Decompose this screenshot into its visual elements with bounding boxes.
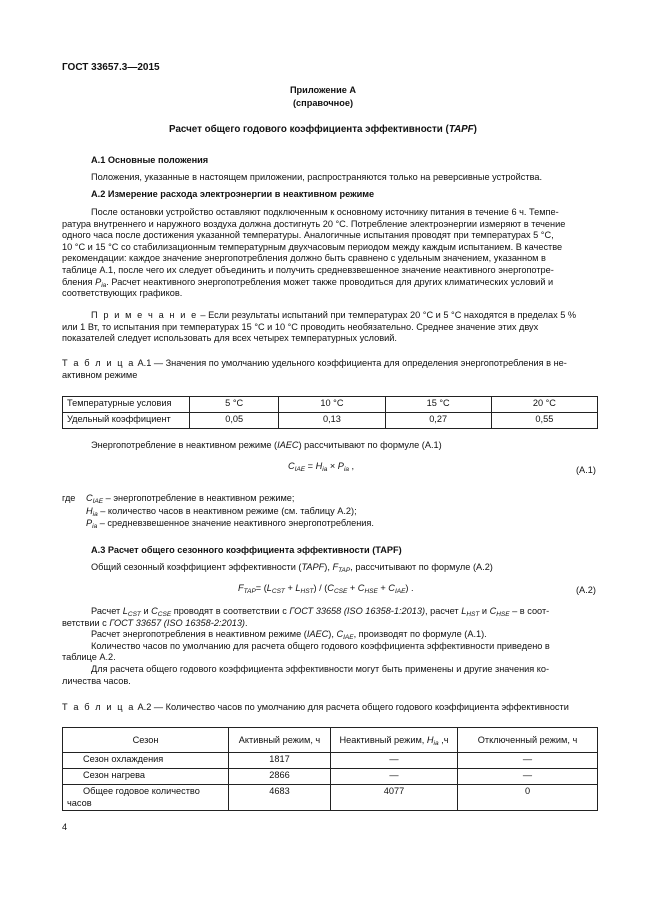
where-label: где xyxy=(62,493,76,503)
section-a3-heading: А.3 Расчет общего сезонного коэффициента эффективности (TAPF) xyxy=(91,545,402,555)
table-header-row: Сезон Активный режим, ч Неактивный режим, $H_{ia}$ ,ч Отключенный режим, ч xyxy=(63,728,598,753)
table-a2 xyxy=(62,727,598,811)
table-row: Удельный коэффициент 0,05 0,13 0,27 0,55 xyxy=(63,413,598,429)
formula-a1-legend xyxy=(86,492,374,530)
formula-a2: $F_{TAP}= (L_{CST} + L_{HST}) / (C_{CSE} + C_{HSE} + C_{IAE})$ . xyxy=(238,583,414,595)
section-a3-paragraphs: Расчет $L_{CST}$ и $C_{CSE}$ проводят в соответствии с ГОСТ 33658 (ISO 16358-1:2013), расчет $L_{HST}$ и $C_{HSE}$ – в соот- ветствии с ГОСТ 33657 (ISO 16358-2:2013). Расчет энергопотребления в неактивном режиме (IAEC), $C_{IAE}$, производят по формуле (А.1). Количество часов по умолчанию для расчета общего годового коэффициента эффективности приведено в таблице А.2. Для расчета общего годового коэффициента эффективности могут быть применены и другие значения ко- личества часов. xyxy=(62,606,550,686)
formula-a2-number: (А.2) xyxy=(576,585,596,595)
page-number: 4 xyxy=(62,822,68,832)
formula-a1-number: (А.1) xyxy=(576,465,596,475)
section-a1-heading: А.1 Основные положения xyxy=(91,155,209,165)
note-block: П р и м е ч а н и е – Если результаты испытаний при температурах 20 °С и 5 °С находятся в пределах 5 % или 1 Вт, то испытания при температурах 15 °С и 10 °С проводить необязательно. Среднее значение этих двух показателей следует использовать для всех четырех температурных условий. xyxy=(62,310,577,344)
legend-item: $H_{ia}$ – количество часов в неактивном режиме (см. таблицу А.2); xyxy=(86,505,357,518)
document-title: Расчет общего годового коэффициента эффективности (TAPF) xyxy=(169,124,477,135)
note-label: П р и м е ч а н и е xyxy=(91,310,198,320)
section-a1-text: Положения, указанные в настоящем приложении, распространяются только на реверсивные устройства. xyxy=(91,172,543,182)
table-a1 xyxy=(62,396,598,429)
legend-item: $P_{ia}$ – средневзвешенное значение неактивного энергопотребления. xyxy=(86,518,374,531)
formula-a1-intro: Энергопотребление в неактивном режиме (IAEC) рассчитывают по формуле (А.1) xyxy=(91,440,442,450)
legend-item: $C_{IAE}$ – энергопотребление в неактивном режиме; xyxy=(86,493,295,505)
table-row: Температурные условия 5 °С 10 °С 15 °С 20 °С xyxy=(63,397,598,413)
standard-header: ГОСТ 33657.3—2015 xyxy=(62,62,160,73)
section-a2-heading: А.2 Измерение расхода электроэнергии в неактивном режиме xyxy=(91,189,375,199)
table-a1-caption: Т а б л и ц а А.1 — Значения по умолчанию удельного коэффициента для определения энергопотребления в не- активном режиме xyxy=(62,358,567,380)
table-row: Общее годовое количество часов 4683 4077 0 xyxy=(63,785,598,811)
table-row: Сезон нагрева 2866 — — xyxy=(63,769,598,785)
table-a2-caption: Т а б л и ц а А.2 — Количество часов по умолчанию для расчета общего годового коэффициента эффективности xyxy=(62,702,569,712)
appendix-title: Приложение А xyxy=(289,85,357,95)
table-row: Сезон охлаждения 1817 — — xyxy=(63,753,598,769)
section-a3-intro: Общий сезонный коэффициент эффективности (TAPF), $F_{TAP}$, рассчитывают по формуле (А.2) xyxy=(91,562,493,574)
appendix-type: (справочное) xyxy=(292,98,353,108)
section-a2-paragraph: После остановки устройство оставляют подключенным к основному источнику питания в течение 6 ч. Темпе- ратура внутреннего и наружного воздуха должна достигнуть 20 °С. Потребление электроэнергии измеряют в течение одного часа после достижения указанной температуры. Аналогичные испытания проводят при температурах 5 °С, 10 °С и 15 °С со стабилизационным температурным двухчасовым периодом между каждым испытанием. В качестве рекомендации: каждое значение энергопотребления должно быть сравнено с удельным значением, указанном в таблице А.1, после чего их следует объединить и получить средневзвешенное значение неактивного энергопотре- бления $P_{ia}$. Расчет неактивного энергопотребления может также проводиться для других климатических условий и соответствующих графиков. xyxy=(62,207,566,299)
formula-a1: $C_{IAE} = H_{ia} \times P_{ia}$ , xyxy=(288,461,355,473)
